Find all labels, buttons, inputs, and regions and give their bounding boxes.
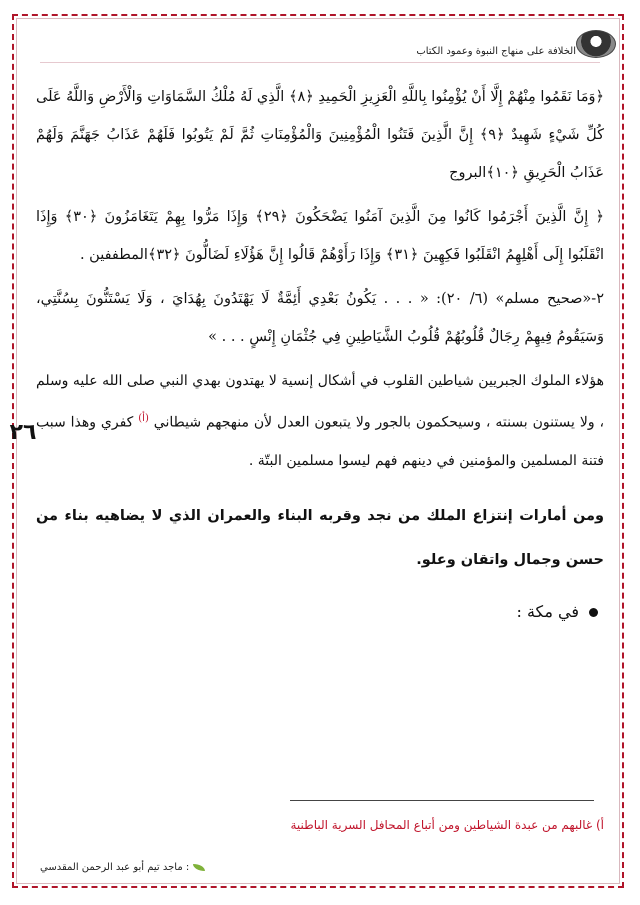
commentary-text-a: هؤلاء الملوك الجبريين شياطين القلوب في أشكال إنسية لا يهتدون بهدي النبي صلى الله عليه وسلم ، ولا يستنون بسنته ، وسيحكمون بالجور ولا يتبعون العدل لأن منهجهم شيطاني	[36, 373, 605, 431]
footnote-rule	[290, 800, 594, 801]
footnote-text: أ) غالبهم من عبدة الشياطين ومن أتباع المحافل السرية الباطنية	[290, 818, 604, 832]
bullet-icon	[589, 608, 598, 617]
page-header-title: الخلافة على منهاج النبوة وعمود الكتاب	[416, 46, 576, 57]
main-content	[36, 78, 604, 632]
footnote-ref[interactable]: (أ)	[138, 413, 149, 424]
hadith-quote: ٢-«صحيح مسلم» (٦/ ٢٠): « . . . يَكُونُ بَعْدِي أَئِمَّةٌ لَا يَهْتَدُونَ بِهُدَايَ ، وَلَا يَسْتَنُّونَ بِسُنَّتِي، وَسَيَقُومُ فِيهِمْ رِجَالٌ قُلُوبُهُمْ قُلُوبُ الشَّيَاطِينِ فِي جُثْمَانِ إِنْسٍ . . . »	[36, 291, 604, 345]
bullet-label: في مكة :	[516, 601, 579, 621]
page-number: ٢٦	[9, 420, 37, 445]
bullet-item-makkah	[36, 592, 604, 632]
signature-text: : ماجد تيم أبو عبد الرحمن المقدسي	[40, 862, 190, 873]
commentary-text-b: كفري وهذا سبب فتنة المسلمين والمؤمنين في دينهم فهم ليسوا مسلمين البتّة .	[36, 414, 604, 469]
quran-verse-buruj: ﴿وَمَا نَقَمُوا مِنْهُمْ إِلَّا أَنْ يُؤْمِنُوا بِاللَّهِ الْعَزِيزِ الْحَمِيدِ ﴿٨﴾ الَّذِي لَهُ مُلْكُ السَّمَاوَاتِ وَالْأَرْضِ وَاللَّهُ عَلَى كُلِّ شَيْءٍ شَهِيدٌ ﴿٩﴾ إِنَّ الَّذِينَ فَتَنُوا الْمُؤْمِنِينَ وَالْمُؤْمِنَاتِ ثُمَّ لَمْ يَتُوبُوا فَلَهُمْ عَذَابُ جَهَنَّمَ وَلَهُمْ عَذَابُ الْحَرِيقِ ﴿١٠﴾البروج	[36, 89, 604, 181]
book-emblem-icon	[576, 30, 616, 58]
section-statement: ومن أمارات إنتزاع الملك من نجد وقربه البناء والعمران الذي لا يضاهيه بناء من حسن وجمال واتقان وعلو.	[36, 507, 604, 568]
quran-verse-mutaffifin: ﴿ إِنَّ الَّذِينَ أَجْرَمُوا كَانُوا مِنَ الَّذِينَ آمَنُوا يَضْحَكُونَ ﴿٢٩﴾ وَإِذَا مَرُّوا بِهِمْ يَتَغَامَزُونَ ﴿٣٠﴾ وَإِذَا انْقَلَبُوا إِلَى أَهْلِهِمُ انْقَلَبُوا فَكِهِينَ ﴿٣١﴾ وَإِذَا رَأَوْهُمْ قَالُوا إِنَّ هَؤُلَاءِ لَضَالُّونَ ﴿٣٢﴾المطففين .	[36, 209, 605, 263]
header-rule	[40, 62, 600, 63]
author-signature	[40, 862, 205, 873]
leaf-icon	[193, 864, 205, 871]
commentary-paragraph	[36, 362, 604, 480]
